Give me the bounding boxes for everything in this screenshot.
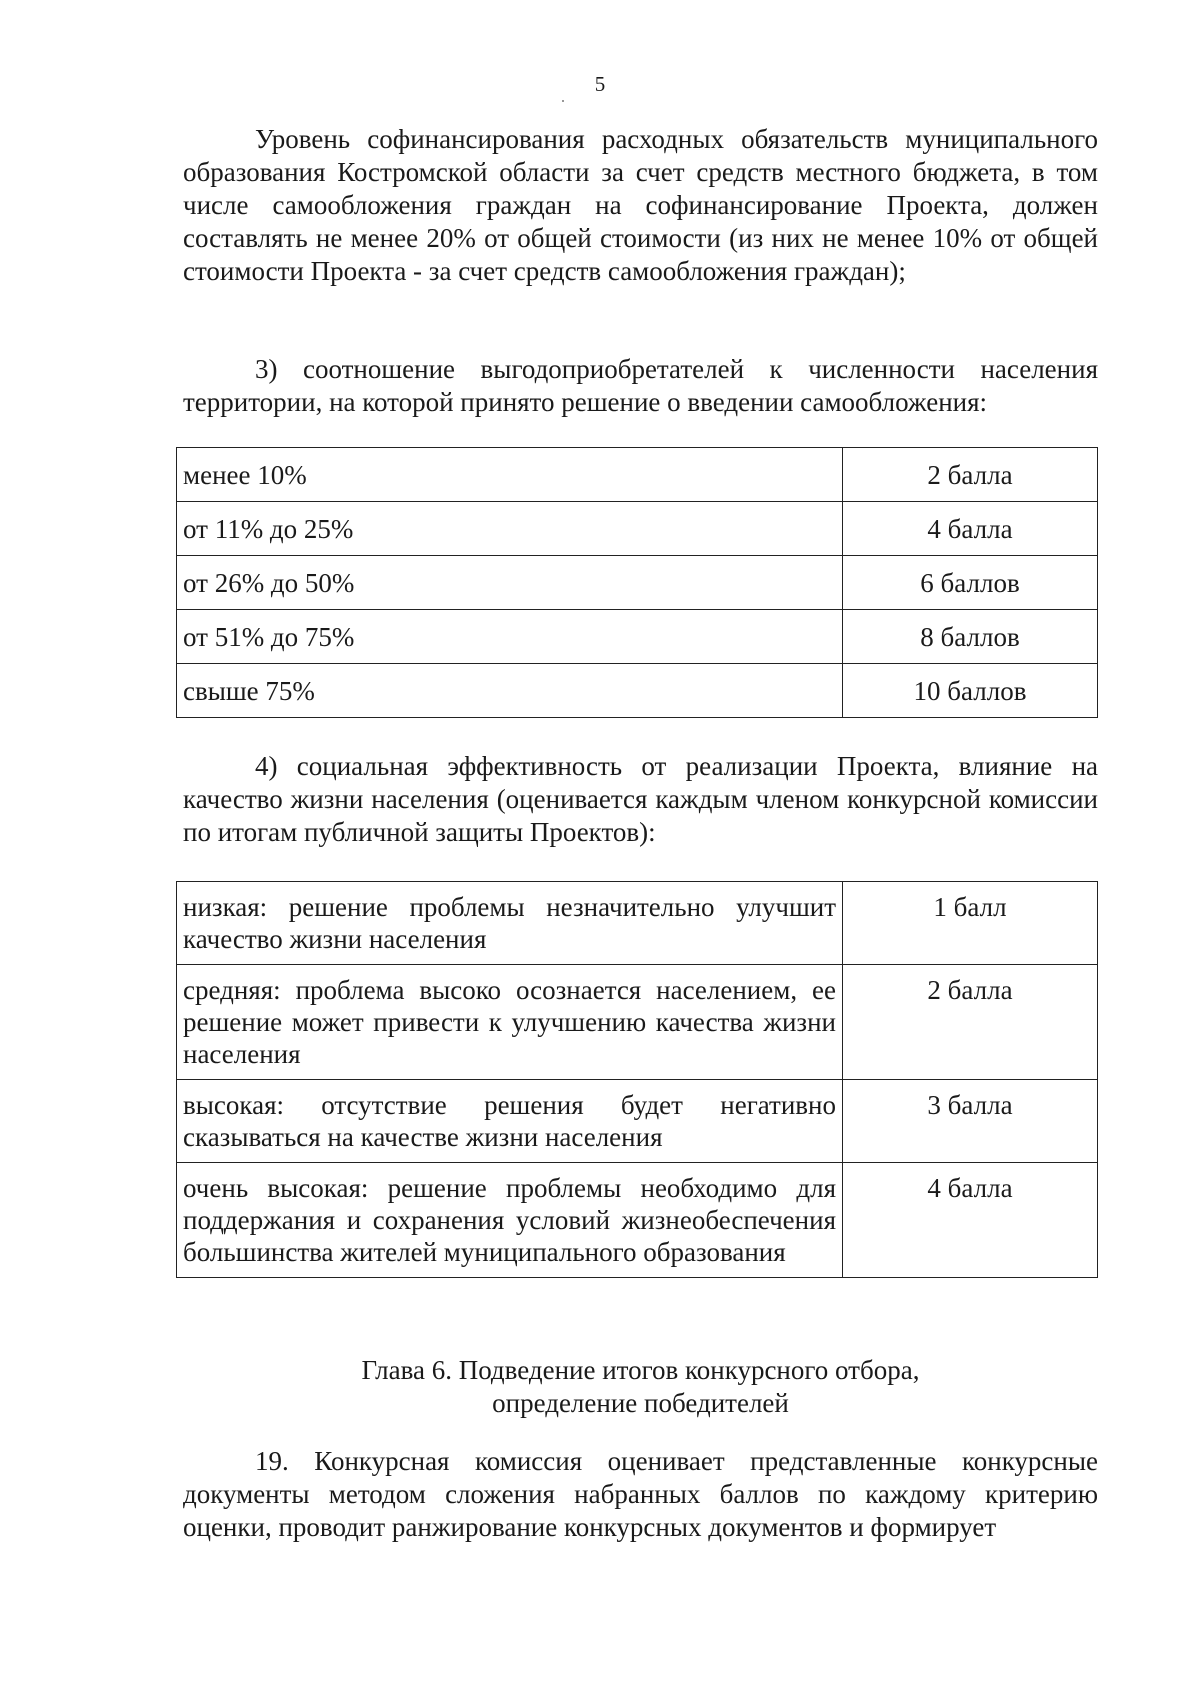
table-row bbox=[177, 1080, 1098, 1163]
table-row bbox=[177, 448, 1098, 502]
table-cell-score: 1 балл bbox=[843, 882, 1098, 965]
table-row bbox=[177, 965, 1098, 1080]
table-cell-range: менее 10% bbox=[177, 448, 843, 502]
table-cell-score: 3 балла bbox=[843, 1080, 1098, 1163]
page-number: 5 bbox=[594, 72, 606, 96]
paragraph-criterion-3: 3) соотношение выгодоприобретателей к численности населения территории, на которой принято решение о введении самообложения: bbox=[183, 354, 1098, 417]
chapter-heading-line-2: определение победителей bbox=[492, 1388, 789, 1418]
table-cell-score: 4 балла bbox=[843, 1163, 1098, 1278]
table-cell-score: 4 балла bbox=[843, 502, 1098, 556]
scan-speck bbox=[562, 100, 564, 102]
table-row bbox=[177, 502, 1098, 556]
table-row bbox=[177, 556, 1098, 610]
table-cell-level: высокая: отсутствие решения будет негативно сказываться на качестве жизни населения bbox=[177, 1080, 843, 1163]
table-cell-range: от 51% до 75% bbox=[177, 610, 843, 664]
table-row bbox=[177, 610, 1098, 664]
table-cell-level: средняя: проблема высоко осознается населением, ее решение может привести к улучшению качества жизни населения bbox=[177, 965, 843, 1080]
chapter-heading bbox=[183, 1354, 1098, 1420]
table-row bbox=[177, 882, 1098, 965]
table-cell-level: очень высокая: решение проблемы необходимо для поддержания и сохранения условий жизнеобеспечения большинства жителей муниципального образования bbox=[177, 1163, 843, 1278]
paragraph-criterion-4: 4) социальная эффективность от реализации Проекта, влияние на качество жизни населения (оценивается каждым членом конкурсной комиссии по итогам публичной защиты Проектов): bbox=[183, 751, 1098, 847]
table-cell-score: 2 балла bbox=[843, 448, 1098, 502]
table-cell-score: 6 баллов bbox=[843, 556, 1098, 610]
table-cell-score: 8 баллов bbox=[843, 610, 1098, 664]
paragraph-item-19: 19. Конкурсная комиссия оценивает представленные конкурсные документы методом сложения набранных баллов по каждому критерию оценки, проводит ранжирование конкурсных документов и формирует bbox=[183, 1446, 1098, 1542]
beneficiaries-score-table bbox=[176, 447, 1098, 718]
social-effect-score-table bbox=[176, 881, 1098, 1278]
table-cell-range: от 11% до 25% bbox=[177, 502, 843, 556]
table-row bbox=[177, 1163, 1098, 1278]
table-cell-range: свыше 75% bbox=[177, 664, 843, 718]
chapter-heading-line-1: Глава 6. Подведение итогов конкурсного отбора, bbox=[361, 1355, 920, 1385]
table-row bbox=[177, 664, 1098, 718]
table-cell-range: от 26% до 50% bbox=[177, 556, 843, 610]
table-cell-score: 10 баллов bbox=[843, 664, 1098, 718]
paragraph-cofinancing-level: Уровень софинансирования расходных обязательств муниципального образования Костромской области за счет средств местного бюджета, в том числе самообложения граждан на софинансирование Проекта, должен составлять не менее 20% от общей стоимости (из них не менее 10% от общей стоимости Проекта - за счет средств самообложения граждан); bbox=[183, 124, 1098, 286]
table-cell-level: низкая: решение проблемы незначительно улучшит качество жизни населения bbox=[177, 882, 843, 965]
table-cell-score: 2 балла bbox=[843, 965, 1098, 1080]
